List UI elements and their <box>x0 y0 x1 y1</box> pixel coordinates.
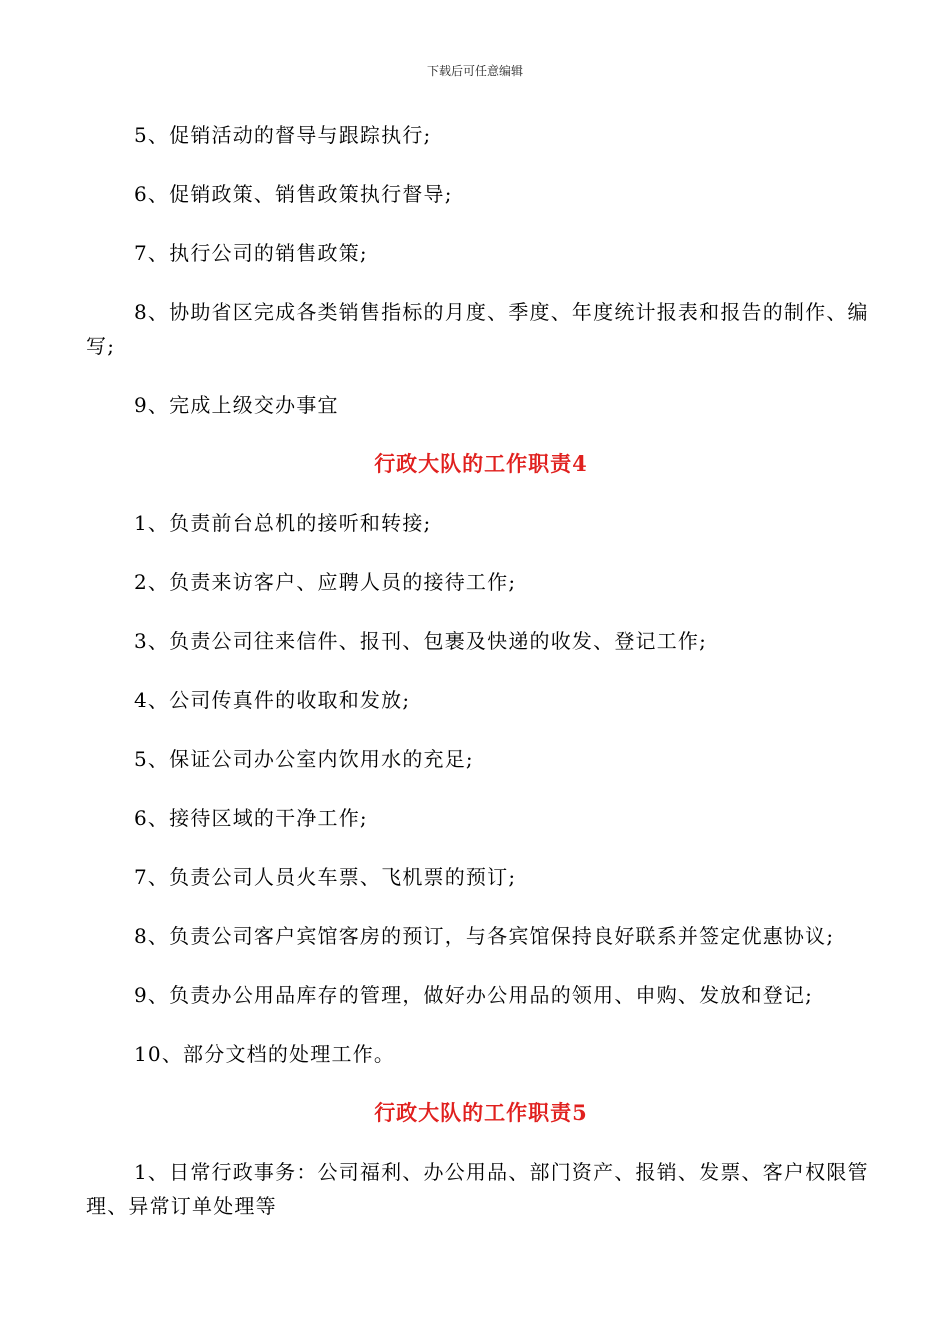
list-item: 6、促销政策、销售政策执行督导; <box>134 182 453 206</box>
section-heading: 行政大队的工作职责5 <box>374 1100 588 1125</box>
list-item: 7、执行公司的销售政策; <box>134 241 368 265</box>
list-item: 7、负责公司人员火车票、飞机票的预订; <box>134 865 517 889</box>
list-item: 5、促销活动的督导与跟踪执行; <box>134 123 432 147</box>
list-item: 10、部分文档的处理工作。 <box>134 1042 396 1066</box>
list-item: 5、保证公司办公室内饮用水的充足; <box>134 747 474 771</box>
list-item: 1、日常行政事务：公司福利、办公用品、部门资产、报销、发票、客户权限管理、异常订单处理等 <box>86 1160 869 1218</box>
list-item: 9、负责办公用品库存的管理，做好办公用品的领用、申购、发放和登记; <box>134 983 814 1007</box>
list-item: 6、接待区域的干净工作; <box>134 806 368 830</box>
list-item: 4、公司传真件的收取和发放; <box>134 688 411 712</box>
list-item: 3、负责公司往来信件、报刊、包裹及快递的收发、登记工作; <box>134 629 708 653</box>
list-item: 2、负责来访客户、应聘人员的接待工作; <box>134 570 517 594</box>
section-heading: 行政大队的工作职责4 <box>374 451 588 476</box>
document-body <box>86 118 876 1248</box>
list-item: 9、完成上级交办事宜 <box>134 393 339 417</box>
list-item: 8、协助省区完成各类销售指标的月度、季度、年度统计报表和报告的制作、编写; <box>86 300 869 358</box>
page-header: 下载后可任意编辑 <box>426 64 523 78</box>
list-item: 1、负责前台总机的接听和转接; <box>134 511 432 535</box>
list-item: 8、负责公司客户宾馆客房的预订，与各宾馆保持良好联系并签定优惠协议; <box>134 924 835 948</box>
